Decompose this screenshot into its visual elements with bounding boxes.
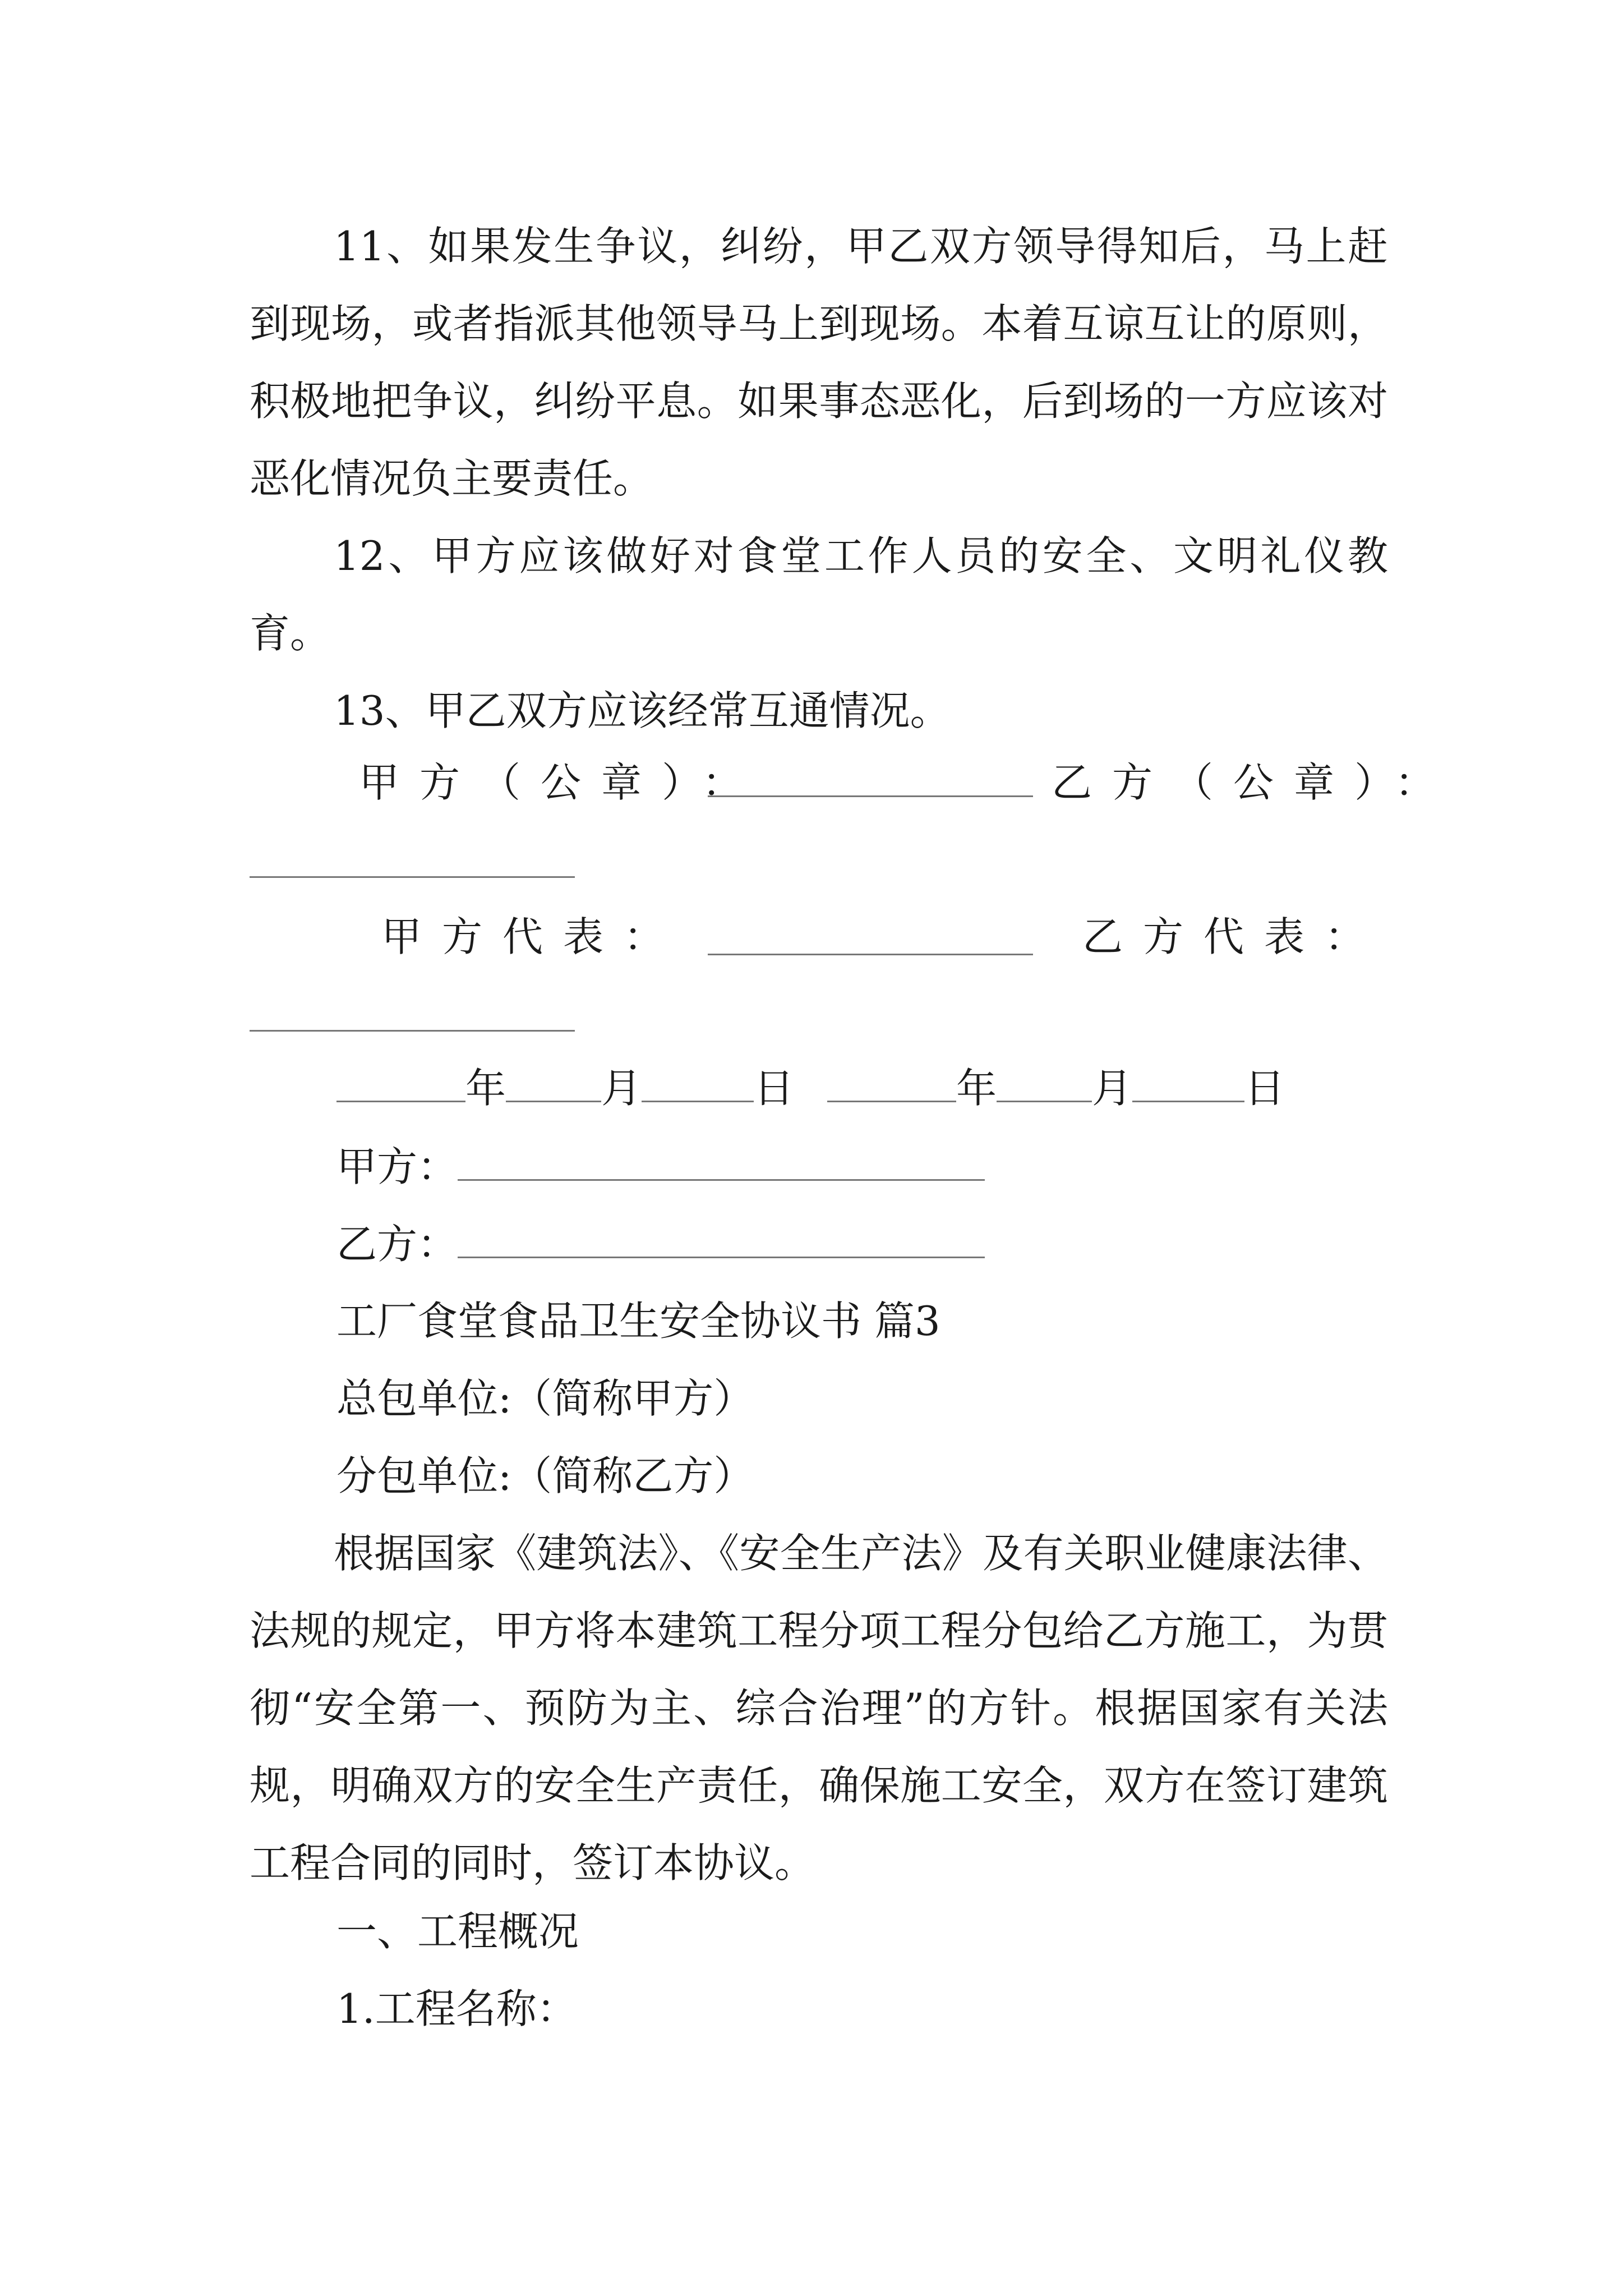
month-b-blank [997, 1066, 1092, 1102]
date-line [336, 1060, 1285, 1116]
party-a-seal-label: 甲方（公章）： [359, 759, 763, 806]
day-a-blank [642, 1066, 754, 1102]
party-b-rep-blank [250, 1030, 575, 1032]
day-b-label: 日 [1244, 1065, 1285, 1112]
contractor-line: 总包单位:（简称甲方） [336, 1375, 754, 1422]
month-b-label: 月 [1091, 1065, 1132, 1112]
clause-13: 13、甲乙双方应该经常互通情况。 [334, 687, 951, 734]
month-a-label: 月 [601, 1065, 642, 1112]
section-title: 工厂食堂食品卫生安全协议书 篇3 [336, 1297, 940, 1345]
subcontractor-line: 分包单位:（简称乙方） [336, 1452, 754, 1499]
year-b-blank [827, 1066, 956, 1102]
party-a-rep-blank [708, 954, 1033, 955]
clause-12: 12、甲方应该做好对食堂工作人员的安全、文明礼仪教育。 [250, 532, 1388, 657]
intro-paragraph: 根据国家《建筑法》、《安全生产法》及有关职业健康法律、法规的规定，甲方将本建筑工程分项工程分包给乙方施工，为贯彻“安全第一、预防为主、综合治理”的方针。根据国家有关法规，明确双方的安全生产责任，确保施工安全，双方在签订建筑工程合同的同时，签订本协议。 [250, 1530, 1388, 1887]
party-a-blank [458, 1144, 985, 1181]
party-b-label: 乙方： [336, 1221, 458, 1268]
party-b-seal-label: 乙方（公章）： [1052, 759, 1456, 806]
party-b-seal-blank [250, 876, 575, 878]
party-a-line [336, 1139, 985, 1195]
day-b-blank [1132, 1066, 1244, 1102]
project-name-item: 1.工程名称： [336, 1985, 577, 2032]
section-heading-1: 一、工程概况 [336, 1908, 579, 1955]
year-a-label: 年 [465, 1065, 506, 1112]
year-b-label: 年 [956, 1065, 997, 1112]
year-a-blank [336, 1066, 465, 1102]
party-b-rep-label: 乙方代表： [1082, 913, 1386, 960]
month-a-blank [506, 1066, 601, 1102]
party-a-label: 甲方： [336, 1143, 458, 1190]
party-a-seal-blank [708, 795, 1033, 797]
party-a-rep-label: 甲方代表： [381, 913, 685, 960]
clause-11: 11、如果发生争议，纠纷，甲乙双方领导得知后，马上赶到现场，或者指派其他领导马上到现场。本着互谅互让的原则，积极地把争议，纠纷平息。如果事态恶化，后到场的一方应该对恶化情况负主要责任。 [250, 223, 1388, 502]
day-a-label: 日 [754, 1065, 795, 1112]
party-b-blank [458, 1222, 985, 1258]
party-b-line [336, 1216, 985, 1272]
